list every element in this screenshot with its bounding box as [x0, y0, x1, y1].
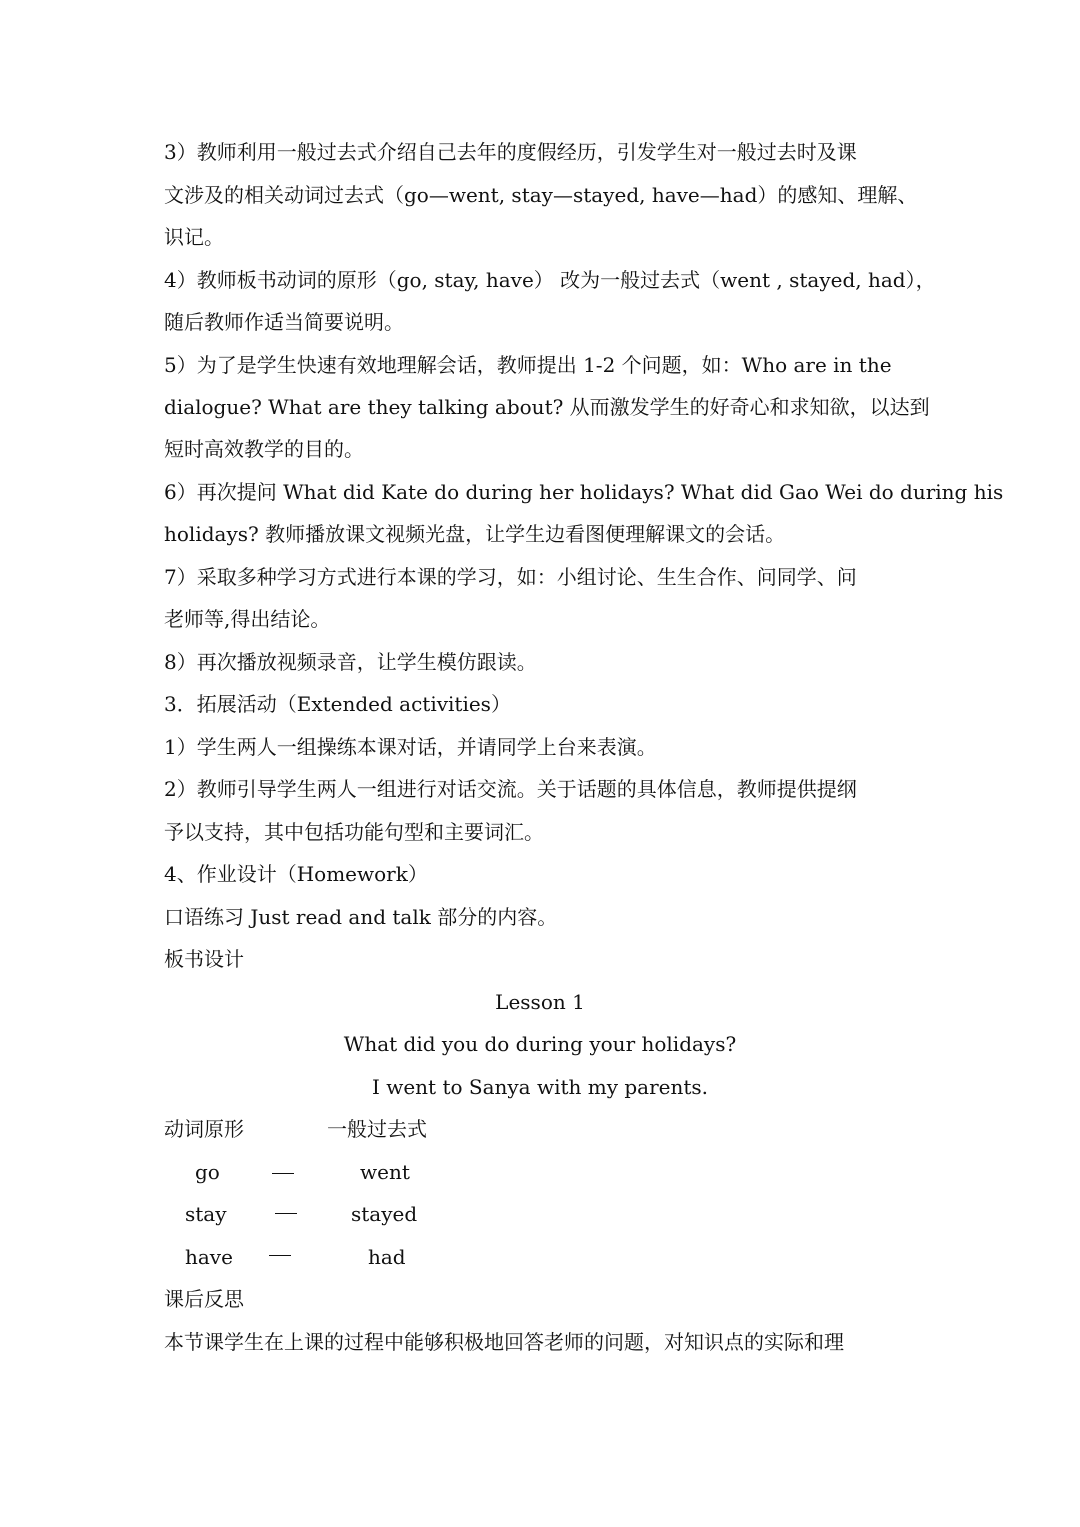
board-header-past: 一般过去式: [327, 1117, 427, 1141]
board-answer: I went to Sanya with my parents.: [371, 1075, 709, 1099]
board-title: Lesson 1: [495, 990, 585, 1014]
text-line: 本节课学生在上课的过程中能够积极地回答老师的问题，对知识点的实际和理: [164, 1330, 844, 1354]
section-heading: 3．拓展活动（Extended activities）: [164, 692, 511, 716]
text-line: 予以支持，其中包括功能句型和主要词汇。: [164, 820, 544, 844]
text-line: 6）再次提问 What did Kate do during her holidays? What did Gao Wei do during his: [164, 480, 1004, 504]
board-header-base: 动词原形: [164, 1117, 244, 1141]
text-line: dialogue? What are they talking about? 从而激发学生的好奇心和求知欲，以达到: [164, 395, 930, 419]
text-line: 8）再次播放视频录音，让学生模仿跟读。: [164, 650, 537, 674]
dash-separator: [272, 1173, 294, 1174]
verb-base: stay: [185, 1202, 227, 1226]
text-line: 口语练习 Just read and talk 部分的内容。: [164, 905, 558, 929]
section-heading: 4、作业设计（Homework）: [164, 862, 428, 886]
board-question: What did you do during your holidays?: [343, 1032, 737, 1056]
text-line: 5）为了是学生快速有效地理解会话，教师提出 1-2 个问题，如：Who are in the: [164, 353, 892, 377]
dash-separator: [269, 1255, 291, 1256]
text-line: 3）教师利用一般过去式介绍自己去年的度假经历，引发学生对一般过去时及课: [164, 140, 857, 164]
text-line: 老师等,得出结论。: [164, 607, 331, 631]
text-line: 文涉及的相关动词过去式（go—went, stay—stayed, have—had）的感知、理解、: [164, 183, 918, 207]
text-line: 随后教师作适当简要说明。: [164, 310, 404, 334]
verb-past: stayed: [351, 1202, 418, 1226]
text-line: 7）采取多种学习方式进行本课的学习，如：小组讨论、生生合作、问同学、问: [164, 565, 857, 589]
verb-past: went: [360, 1160, 410, 1184]
verb-past: had: [368, 1245, 406, 1269]
text-line: 2）教师引导学生两人一组进行对话交流。关于话题的具体信息，教师提供提纲: [164, 777, 857, 801]
text-line: holidays? 教师播放课文视频光盘，让学生边看图便理解课文的会话。: [164, 522, 786, 546]
text-line: 识记。: [164, 225, 224, 249]
section-heading: 课后反思: [164, 1287, 244, 1311]
text-line: 1）学生两人一组操练本课对话，并请同学上台来表演。: [164, 735, 657, 759]
text-line: 短时高效教学的目的。: [164, 437, 364, 461]
dash-separator: [275, 1213, 297, 1214]
verb-base: have: [185, 1245, 233, 1269]
verb-base: go: [195, 1160, 220, 1184]
section-heading: 板书设计: [164, 947, 244, 971]
text-line: 4）教师板书动词的原形（go, stay, have） 改为一般过去式（went , stayed, had），: [164, 268, 936, 292]
